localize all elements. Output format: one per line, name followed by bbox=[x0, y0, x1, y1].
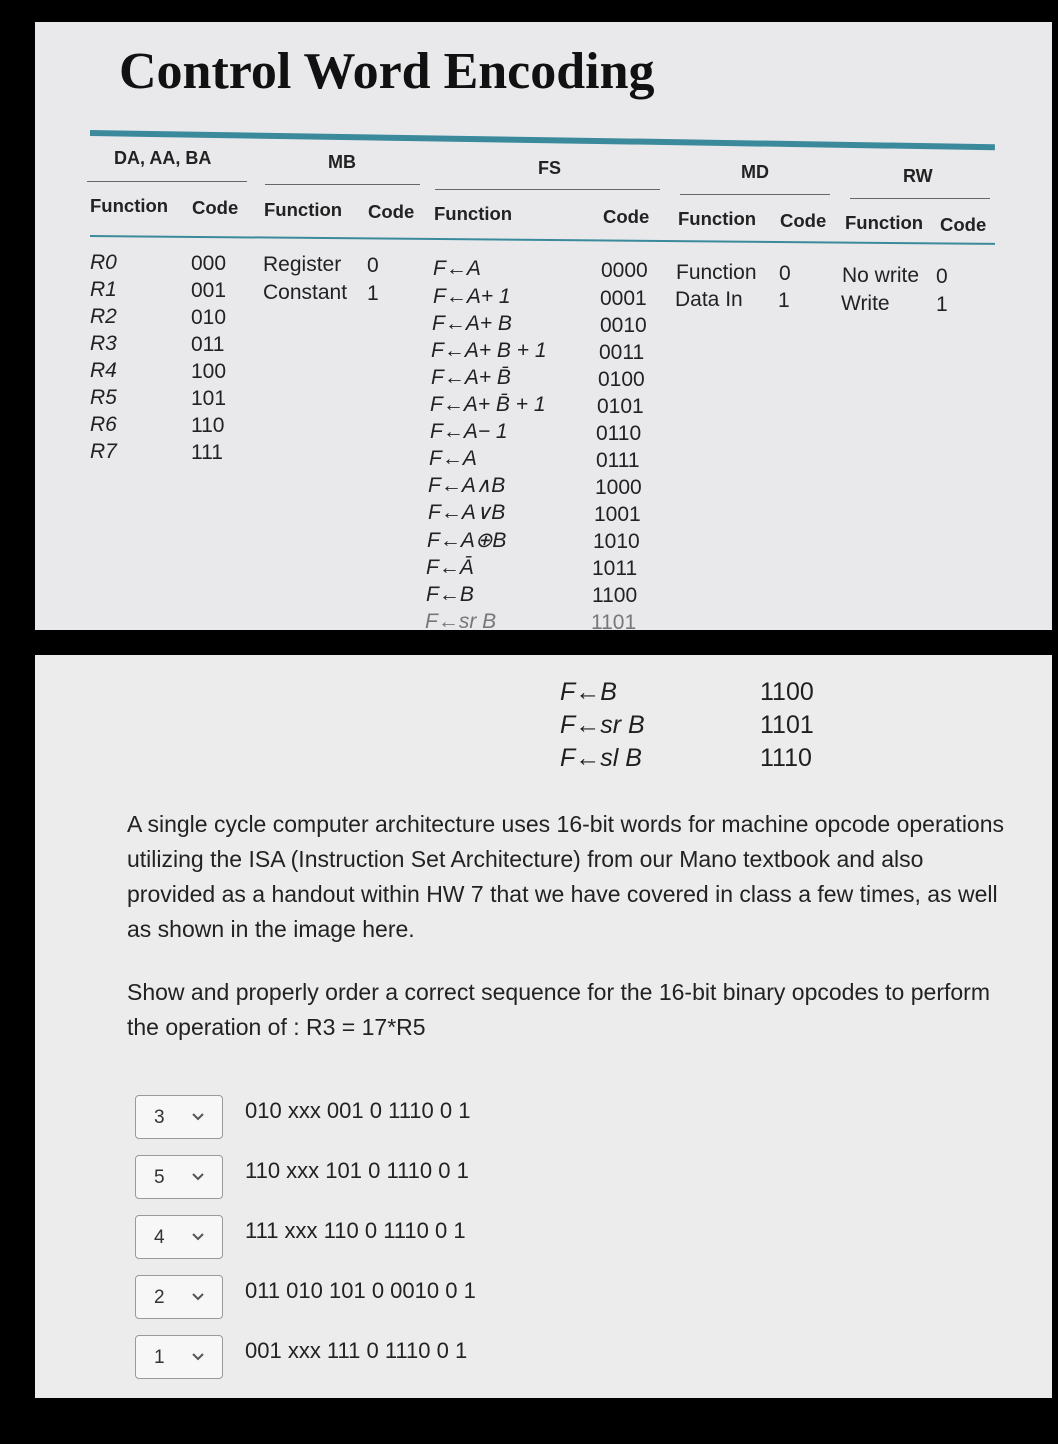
mb-code: 0 bbox=[367, 254, 379, 277]
fs-code: 1011 bbox=[592, 557, 638, 580]
fs-continuation-code: 1110 bbox=[760, 744, 812, 772]
fs-continuation-code: 1100 bbox=[760, 678, 814, 706]
fs-function: F←A+ B̄ bbox=[431, 366, 511, 389]
md-function: Data In bbox=[675, 288, 743, 311]
question-task: Show and properly order a correct sequence for the 16-bit binary opcodes to perform the operation of : R3 = 17*R5 bbox=[127, 979, 990, 1040]
fs-code: 0001 bbox=[600, 287, 647, 310]
group-underline bbox=[87, 181, 247, 182]
fs-code: 1010 bbox=[593, 530, 640, 553]
register-name: R5 bbox=[90, 386, 117, 409]
answer-row bbox=[135, 1335, 635, 1381]
answer-row bbox=[135, 1095, 635, 1141]
group-header-fs: FS bbox=[538, 158, 562, 178]
title-rule bbox=[90, 130, 995, 150]
fs-function: F←sr B bbox=[425, 610, 497, 630]
fs-function: F←A∧B bbox=[428, 474, 506, 497]
mb-function: Register bbox=[263, 253, 342, 276]
register-name: R2 bbox=[90, 305, 117, 328]
subheader-code: Code bbox=[603, 206, 650, 227]
fs-code: 0101 bbox=[597, 395, 644, 418]
md-code: 0 bbox=[779, 262, 791, 285]
subheader-function: Function bbox=[678, 208, 757, 229]
subheader-function: Function bbox=[264, 199, 343, 220]
fs-code: 1000 bbox=[595, 476, 642, 499]
group-underline bbox=[265, 184, 420, 185]
order-select[interactable] bbox=[135, 1095, 223, 1139]
rw-code: 0 bbox=[936, 265, 948, 288]
fs-function: F←A+ B bbox=[432, 312, 512, 335]
fs-code: 0011 bbox=[599, 341, 645, 364]
opcode-text: 001 xxx 111 0 1110 0 1 bbox=[245, 1338, 468, 1363]
fs-continuation-function: F←sr B bbox=[560, 711, 645, 739]
control-word-slide bbox=[35, 22, 1052, 630]
subheader-code: Code bbox=[368, 201, 415, 222]
register-name: R3 bbox=[90, 332, 117, 355]
rw-function: No write bbox=[842, 264, 920, 287]
subheader-function: Function bbox=[434, 203, 513, 224]
order-select-value: 4 bbox=[154, 1227, 165, 1248]
fs-continuation-code: 1101 bbox=[760, 711, 814, 739]
order-select[interactable] bbox=[135, 1215, 223, 1259]
fs-code: 1100 bbox=[592, 584, 638, 607]
fs-function: F←A+ B̄ + 1 bbox=[430, 393, 546, 416]
fs-function: F←A bbox=[433, 257, 481, 280]
rw-code: 1 bbox=[936, 293, 948, 316]
md-code: 1 bbox=[778, 289, 790, 312]
subheader-code: Code bbox=[192, 197, 239, 218]
order-select-value: 2 bbox=[154, 1287, 165, 1308]
fs-function: F←A+ 1 bbox=[433, 285, 511, 308]
register-code: 110 bbox=[191, 414, 225, 437]
register-code: 001 bbox=[191, 279, 227, 302]
rw-function: Write bbox=[841, 292, 890, 315]
fs-function: F←A⊕B bbox=[427, 529, 507, 552]
order-select[interactable] bbox=[135, 1275, 223, 1319]
order-select-value: 3 bbox=[154, 1107, 165, 1128]
chevron-down-icon bbox=[190, 1170, 206, 1184]
group-header-md: MD bbox=[741, 162, 769, 182]
fs-code: 0111 bbox=[596, 449, 640, 472]
register-code: 100 bbox=[191, 360, 227, 383]
fs-code: 1001 bbox=[594, 503, 641, 526]
opcode-text: 011 010 101 0 0010 0 1 bbox=[245, 1278, 476, 1303]
register-name: R6 bbox=[90, 413, 117, 436]
answer-row bbox=[135, 1275, 635, 1321]
answer-row bbox=[135, 1155, 635, 1201]
chevron-down-icon bbox=[190, 1350, 206, 1364]
question-intro: A single cycle computer architecture uses 16-bit words for machine opcode operations utilizing the ISA (Instruction Set Architecture) from our Mano textbook and also provided as a handout within HW 7 that we have covered in class a few times, as well as shown in the image here. bbox=[127, 811, 1005, 942]
register-name: R4 bbox=[90, 359, 117, 382]
fs-code: 0110 bbox=[596, 422, 642, 445]
subheader-function: Function bbox=[90, 195, 169, 216]
subheader-code: Code bbox=[780, 210, 827, 231]
register-code: 111 bbox=[191, 441, 223, 464]
register-name: R7 bbox=[90, 440, 117, 463]
answer-row bbox=[135, 1215, 635, 1261]
fs-function: F←Ā bbox=[426, 556, 474, 579]
slide-title: Control Word Encoding bbox=[119, 43, 655, 100]
fs-code: 0000 bbox=[601, 259, 648, 282]
question-panel bbox=[35, 655, 1052, 1398]
group-header-mb: MB bbox=[328, 152, 356, 172]
group-underline bbox=[850, 198, 990, 199]
chevron-down-icon bbox=[190, 1290, 206, 1304]
order-select[interactable] bbox=[135, 1155, 223, 1199]
opcode-text: 110 xxx 101 0 1110 0 1 bbox=[245, 1158, 469, 1183]
register-code: 101 bbox=[191, 387, 227, 410]
fs-code: 0010 bbox=[600, 314, 647, 337]
register-code: 011 bbox=[191, 333, 225, 356]
register-name: R0 bbox=[90, 251, 117, 274]
header-rule bbox=[90, 235, 995, 245]
fs-function: F←A bbox=[429, 447, 477, 470]
fs-continuation-function: F←sl B bbox=[560, 744, 642, 772]
fs-code: 1101 bbox=[591, 611, 637, 630]
chevron-down-icon bbox=[190, 1230, 206, 1244]
register-code: 010 bbox=[191, 306, 227, 329]
order-select-value: 5 bbox=[154, 1167, 165, 1188]
register-code: 000 bbox=[191, 252, 227, 275]
md-function: Function bbox=[676, 261, 757, 284]
fs-function: F←A+ B + 1 bbox=[431, 339, 547, 362]
subheader-function: Function bbox=[845, 212, 924, 233]
fs-code: 0100 bbox=[598, 368, 645, 391]
order-select-value: 1 bbox=[154, 1347, 165, 1368]
group-underline bbox=[680, 194, 830, 195]
opcode-text: 010 xxx 001 0 1110 0 1 bbox=[245, 1098, 471, 1123]
order-select[interactable] bbox=[135, 1335, 223, 1379]
group-header-registers: DA, AA, BA bbox=[114, 148, 212, 168]
fs-function: F←A− 1 bbox=[430, 420, 508, 443]
chevron-down-icon bbox=[190, 1110, 206, 1124]
opcode-text: 111 xxx 110 0 1110 0 1 bbox=[245, 1218, 466, 1243]
register-name: R1 bbox=[90, 278, 117, 301]
mb-code: 1 bbox=[367, 282, 379, 305]
group-header-rw: RW bbox=[903, 166, 933, 186]
subheader-code: Code bbox=[940, 214, 987, 235]
group-underline bbox=[435, 189, 660, 190]
fs-function: F←A∨B bbox=[428, 501, 506, 524]
mb-function: Constant bbox=[263, 281, 348, 304]
fs-continuation-function: F←B bbox=[560, 678, 617, 706]
fs-function: F←B bbox=[426, 583, 474, 606]
